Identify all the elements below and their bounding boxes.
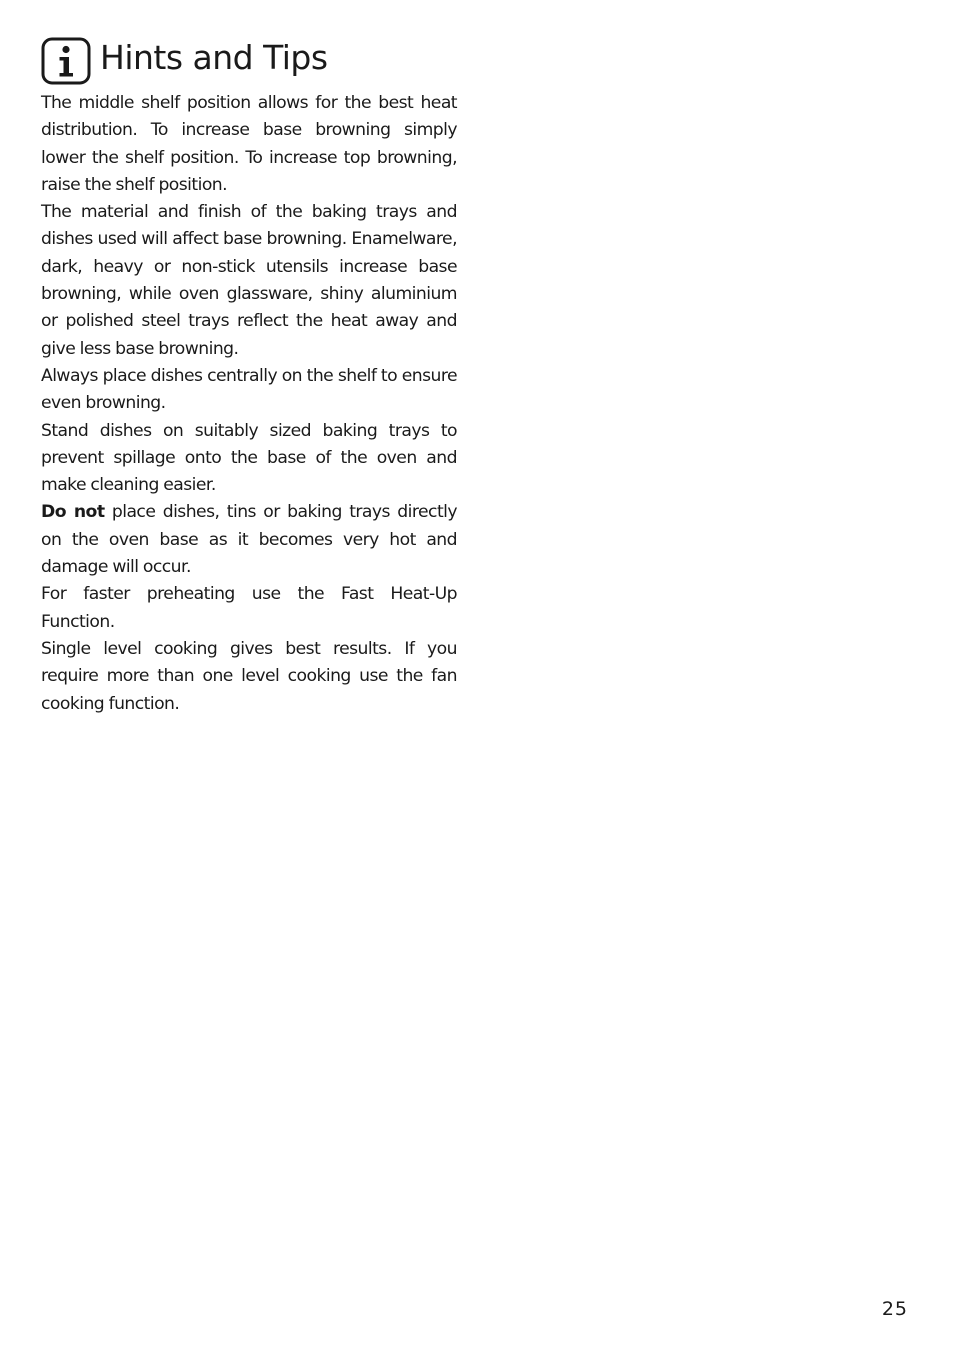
paragraph-shelf-position: The middle shelf position allows for the best heat distribution. To increase base browning simply lower the shelf position. To increase top browning, raise the shelf position.	[41, 93, 457, 195]
warning-emphasis: Do not	[41, 502, 105, 523]
section-header	[41, 36, 328, 86]
paragraph-single-level: Single level cooking gives best results. If you require more than one level cooking use the fan cooking function.	[41, 638, 457, 714]
paragraph-baking-trays: Stand dishes on suitably sized baking trays to prevent spillage onto the base of the oven and make cleaning easier.	[41, 420, 457, 496]
page-title: Hints and Tips	[100, 37, 328, 77]
paragraph-fast-heat-up: For faster preheating use the Fast Heat-Up Function.	[41, 584, 457, 632]
paragraph-central-placement: Always place dishes centrally on the shelf to ensure even browning.	[41, 365, 457, 414]
hints-body	[41, 90, 457, 718]
page-number: 25	[881, 1298, 908, 1320]
paragraph-warning	[41, 499, 457, 581]
warning-text: place dishes, tins or baking trays directly on the oven base as it becomes very hot and damage will occur.	[41, 502, 457, 578]
paragraph-tray-material: The material and finish of the baking trays and dishes used will affect base browning. Enamelware, dark, heavy or non-stick utensils increase base browning, while oven glassware, shiny aluminium or polished steel trays reflect the heat away and give less base browning.	[41, 202, 457, 359]
info-icon	[41, 36, 91, 86]
